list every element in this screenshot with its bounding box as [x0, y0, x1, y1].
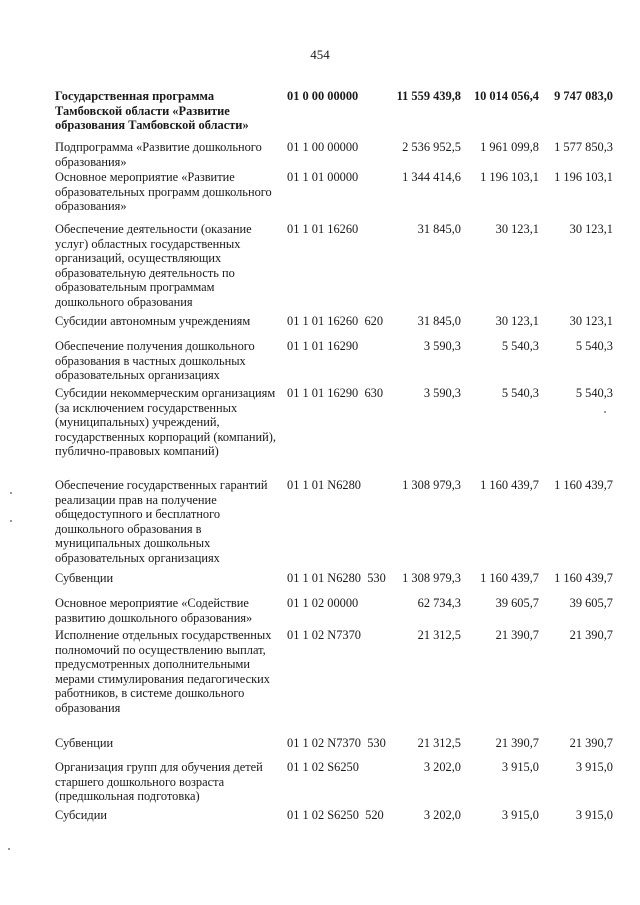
- row-value-1: 31 845,0: [417, 222, 461, 236]
- row-value-3: 1 160 439,7: [554, 478, 613, 492]
- scan-speck: [604, 411, 606, 413]
- row-code: 01 1 01 16290 630: [287, 386, 384, 400]
- row-code: 01 0 00 00000: [287, 89, 359, 103]
- row-value-3: 5 540,3: [575, 386, 613, 400]
- row-value-3: 5 540,3: [575, 339, 613, 353]
- row-code: 01 1 01 N6280 530: [287, 571, 386, 585]
- row-code: 01 1 01 16260 620: [287, 314, 384, 328]
- row-value-2: 3 915,0: [501, 808, 539, 822]
- row-name: Обеспечение государственных гарантий реализации прав на получение общедоступного и бесплатного дошкольного образования в муниципальных дошкольных образовательных организациях: [55, 478, 268, 565]
- row-value-3: 9 747 083,0: [554, 89, 613, 103]
- row-value-2: 39 605,7: [495, 596, 539, 610]
- row-value-2: 5 540,3: [501, 339, 539, 353]
- row-value-2: 10 014 056,4: [473, 89, 539, 103]
- row-value-1: 3 202,0: [423, 808, 461, 822]
- row-code: 01 1 02 00000: [287, 596, 359, 610]
- row-value-1: 21 312,5: [417, 736, 461, 750]
- row-value-2: 1 196 103,1: [480, 170, 539, 184]
- row-value-2: 3 915,0: [501, 760, 539, 774]
- row-value-1: 1 308 979,3: [402, 478, 461, 492]
- row-value-3: 21 390,7: [569, 628, 613, 642]
- row-value-3: 1 196 103,1: [554, 170, 613, 184]
- row-code: 01 1 02 S6250: [287, 760, 359, 774]
- row-code: 01 1 02 N7370 530: [287, 736, 386, 750]
- row-name: Субвенции: [55, 571, 114, 585]
- row-value-3: 3 915,0: [575, 808, 613, 822]
- row-value-2: 21 390,7: [495, 736, 539, 750]
- row-name: Подпрограмма «Развитие дошкольного образования»: [55, 140, 262, 169]
- row-code: 01 1 01 00000: [287, 170, 359, 184]
- row-code: 01 1 01 16260: [287, 222, 359, 236]
- row-name: Обеспечение получения дошкольного образования в частных дошкольных образовательных организациях: [55, 339, 255, 383]
- page-number: 454: [310, 47, 330, 62]
- scan-speck: [8, 848, 10, 850]
- row-value-1: 31 845,0: [417, 314, 461, 328]
- row-value-2: 1 961 099,8: [480, 140, 539, 154]
- row-value-1: 62 734,3: [417, 596, 461, 610]
- row-name: Субсидии автономным учреждениям: [55, 314, 251, 328]
- row-name: Субсидии некоммерческим организациям (за исключением государственных (муниципальных) учреждений, государственных корпораций (компаний), публично-правовых компаний): [55, 386, 276, 459]
- row-value-3: 3 915,0: [575, 760, 613, 774]
- row-name: Исполнение отдельных государственных полномочий по осуществлению выплат, предусмотренных дополнительными мерами стимулирования педагогических работников, в системе дошкольного образования: [55, 628, 272, 715]
- row-name: Основное мероприятие «Развитие образовательных программ дошкольного образования»: [55, 170, 272, 214]
- row-value-3: 21 390,7: [569, 736, 613, 750]
- row-name: Организация групп для обучения детей старшего дошкольного возраста (предшкольная подготовка): [55, 760, 263, 804]
- row-value-1: 11 559 439,8: [396, 89, 461, 103]
- row-value-3: 30 123,1: [569, 222, 613, 236]
- row-name: Субсидии: [55, 808, 107, 822]
- row-value-1: 21 312,5: [417, 628, 461, 642]
- row-value-2: 5 540,3: [501, 386, 539, 400]
- row-value-2: 1 160 439,7: [480, 478, 539, 492]
- row-value-2: 21 390,7: [495, 628, 539, 642]
- row-name: Обеспечение деятельности (оказание услуг) областных государственных организаций, осуществляющих образовательную деятельность по образовательным программам дошкольного образования: [55, 222, 252, 309]
- row-name: Государственная программа Тамбовской области «Развитие образования Тамбовской области»: [55, 89, 249, 133]
- row-name: Основное мероприятие «Содействие развитию дошкольного образования»: [55, 596, 253, 625]
- row-value-1: 1 308 979,3: [402, 571, 461, 585]
- row-value-3: 30 123,1: [569, 314, 613, 328]
- row-value-2: 30 123,1: [495, 222, 539, 236]
- row-code: 01 1 02 S6250 520: [287, 808, 384, 822]
- row-name: Субвенции: [55, 736, 114, 750]
- row-value-1: 3 202,0: [423, 760, 461, 774]
- row-code: 01 1 01 16290: [287, 339, 359, 353]
- row-value-3: 1 160 439,7: [554, 571, 613, 585]
- row-value-2: 30 123,1: [495, 314, 539, 328]
- row-value-2: 1 160 439,7: [480, 571, 539, 585]
- row-code: 01 1 00 00000: [287, 140, 359, 154]
- row-value-3: 39 605,7: [569, 596, 613, 610]
- row-code: 01 1 02 N7370: [287, 628, 361, 642]
- row-value-1: 2 536 952,5: [402, 140, 461, 154]
- row-value-3: 1 577 850,3: [554, 140, 613, 154]
- row-value-1: 1 344 414,6: [402, 170, 461, 184]
- row-value-1: 3 590,3: [423, 386, 461, 400]
- row-value-1: 3 590,3: [423, 339, 461, 353]
- scan-speck: [10, 492, 12, 494]
- scan-speck: [10, 520, 12, 522]
- row-code: 01 1 01 N6280: [287, 478, 361, 492]
